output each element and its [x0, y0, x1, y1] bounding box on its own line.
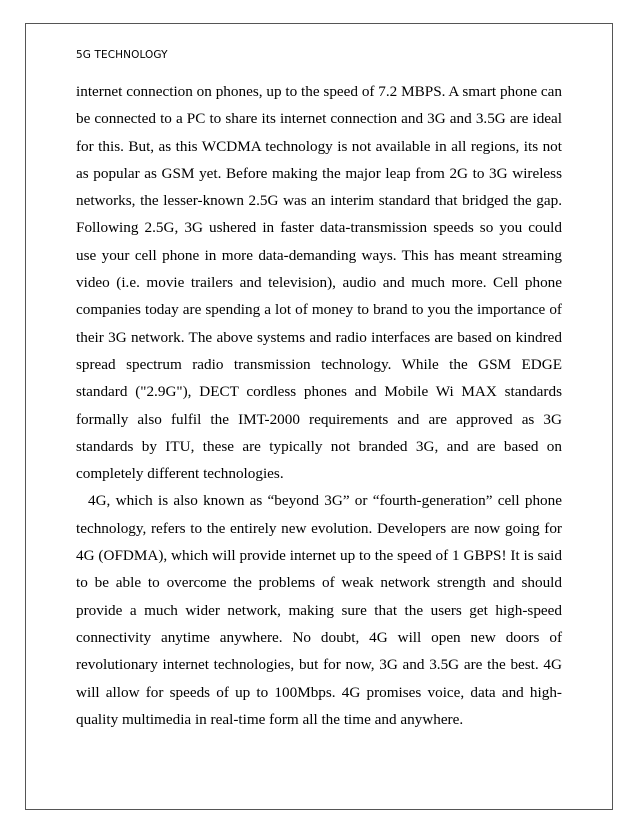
- body-text: [76, 78, 562, 733]
- paragraph-2: 4G, which is also known as “beyond 3G” or “fourth-generation” cell phone technology, refers to the entirely new evolution. Developers are now going for 4G (OFDMA), which will provide internet up to the speed of 1 GBPS! It is said to be able to overcome the problems of weak network strength and should provide a much wider network, making sure that the users get high-speed connectivity anytime anywhere. No doubt, 4G will open new doors of revolutionary internet technologies, but for now, 3G and 3.5G are the best. 4G will allow for speeds of up to 100Mbps. 4G promises voice, data and high-quality multimedia in real-time form all the time and anywhere.: [76, 492, 562, 728]
- running-header: 5G TECHNOLOGY: [76, 49, 168, 61]
- paragraph-1: internet connection on phones, up to the speed of 7.2 MBPS. A smart phone can be connected to a PC to share its internet connection and 3G and 3.5G are ideal for this. But, as this WCDMA technology is not available in all regions, its not as popular as GSM yet. Before making the major leap from 2G to 3G wireless networks, the lesser-known 2.5G was an interim standard that bridged the gap. Following 2.5G, 3G ushered in faster data-transmission speeds so you could use your cell phone in more data-demanding ways. This has meant streaming video (i.e. movie trailers and television), audio and much more. Cell phone companies today are spending a lot of money to brand to you the importance of their 3G network. The above systems and radio interfaces are based on kindred spread spectrum radio transmission technology. While the GSM EDGE standard ("2.9G"), DECT cordless phones and Mobile Wi MAX standards formally also fulfil the IMT-2000 requirements and are approved as 3G standards by ITU, these are typically not branded 3G, and are based on completely different technologies.: [76, 83, 562, 483]
